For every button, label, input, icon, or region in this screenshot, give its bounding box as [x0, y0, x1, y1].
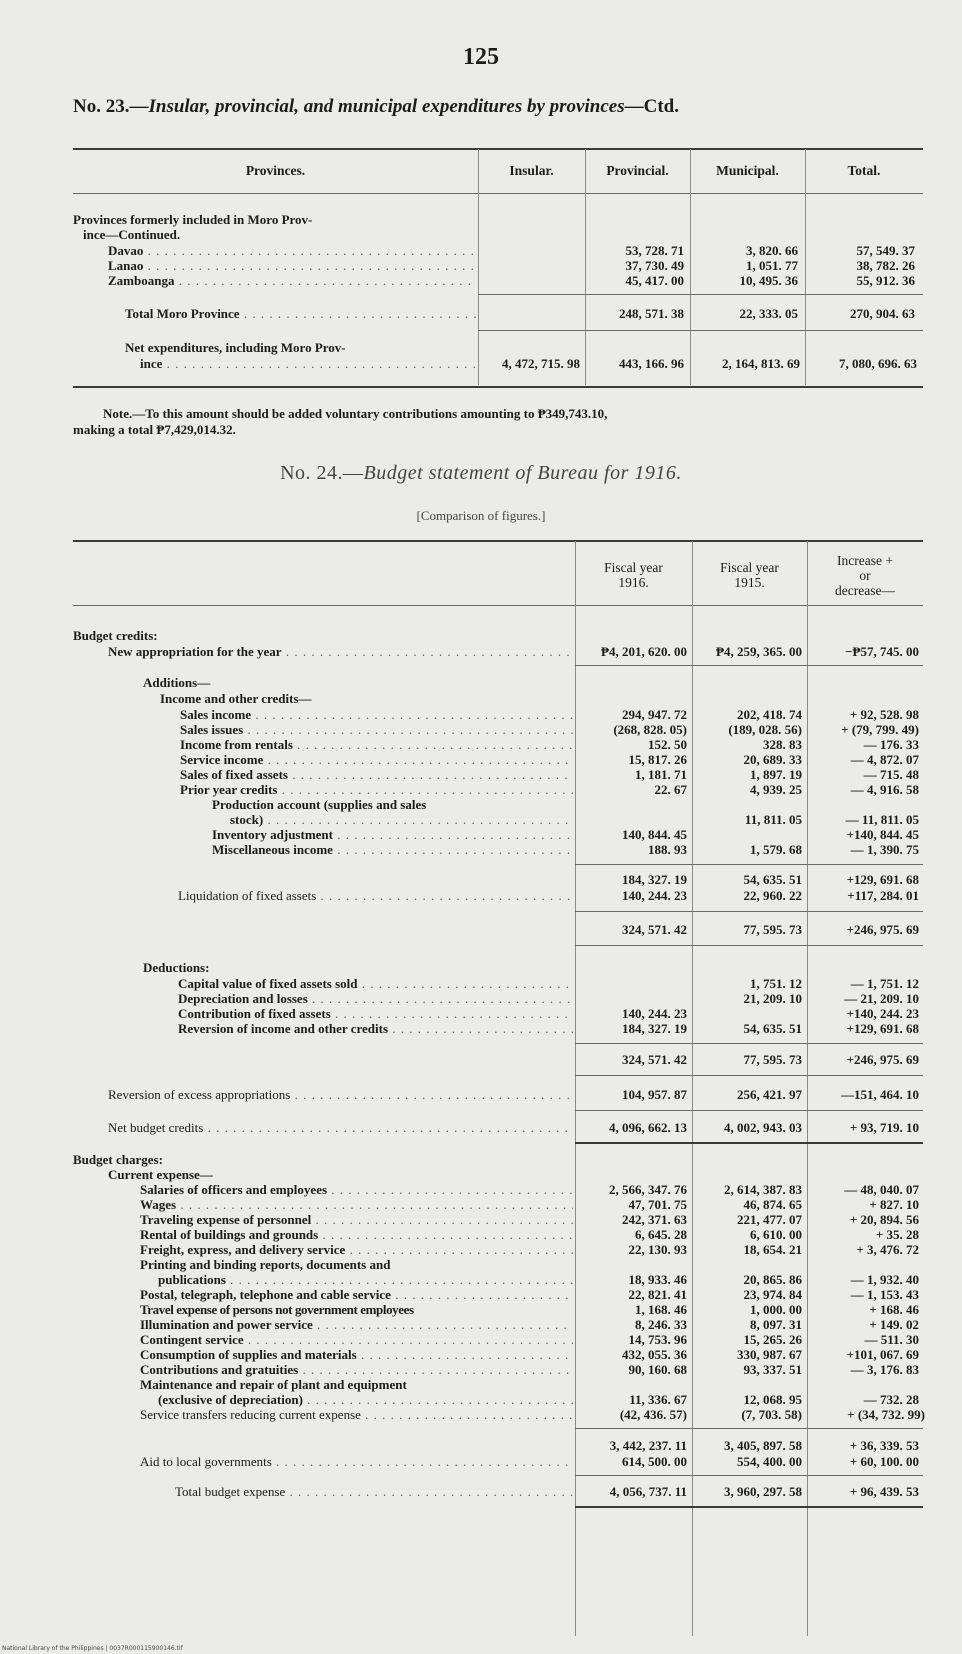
t24-fy1916: ₱4, 201, 620. 00 [601, 644, 687, 659]
t24-subtotal-row [0, 872, 962, 888]
t23-insular: 4, 472, 715. 98 [502, 356, 580, 371]
t24-row [0, 842, 962, 858]
t24-row-label: Freight, express, and delivery service . . . [140, 1242, 573, 1258]
t24-additions-heading: Additions— [143, 675, 211, 690]
t24-fy1916: 1, 181. 71 [635, 767, 687, 782]
t24-fy1915: 18, 654. 21 [743, 1242, 802, 1257]
t24-row [0, 1392, 962, 1408]
t24-fy1915: 2, 614, 387. 83 [724, 1182, 802, 1197]
t24-fy1916: 8, 246. 33 [635, 1317, 687, 1332]
t24-fy1915: 202, 418. 74 [737, 707, 802, 722]
t24-sum-rule [575, 1428, 923, 1429]
t24-fy1915: (7, 703. 58) [741, 1407, 802, 1422]
t24-row [0, 1006, 962, 1022]
t24-row-label: publications . . . [158, 1272, 573, 1288]
t24-change: — 4, 872. 07 [850, 752, 919, 767]
t23-municipal: 2, 164, 813. 69 [722, 356, 800, 371]
t24-change: +117, 284. 01 [847, 888, 919, 903]
t24-header-fy1915 [692, 560, 807, 590]
table23-title [73, 96, 913, 118]
t24-row-label: Miscellaneous income . . . [212, 842, 573, 858]
t24-change: + 96, 439. 53 [849, 1484, 919, 1499]
t24-row [0, 1302, 962, 1318]
t24-change: + 20, 894. 56 [849, 1212, 919, 1227]
t24-row-label: New appropriation for the year . . . [108, 644, 573, 660]
t24-fy1915: 3, 960, 297. 58 [724, 1484, 802, 1499]
t24-fy1916: 432, 055. 36 [622, 1347, 687, 1362]
t24-change: +129, 691. 68 [846, 872, 919, 887]
t24-fy1915: 23, 974. 84 [743, 1287, 802, 1302]
t24-fy1916: (42, 436. 57) [619, 1407, 687, 1422]
t24-fy1916: 242, 371. 63 [622, 1212, 687, 1227]
t24-fy1915: 1, 000. 00 [750, 1302, 802, 1317]
table24-title-prefix: No. 24.— [280, 462, 364, 484]
t24-fy1915: 4, 939. 25 [750, 782, 802, 797]
t24-change: +246, 975. 69 [846, 1052, 919, 1067]
t23-section-heading-cont: ince—Continued. [83, 227, 181, 242]
t24-fy1916: 188. 93 [648, 842, 687, 857]
t24-fy1915: 20, 689. 33 [743, 752, 802, 767]
t24-row [0, 767, 962, 783]
t23-municipal: 22, 333. 05 [739, 306, 798, 321]
t24-fy1916: 4, 096, 662. 13 [609, 1120, 687, 1135]
t24-change: + 93, 719. 10 [849, 1120, 919, 1135]
t23-municipal: 1, 051. 77 [746, 258, 798, 273]
t24-row-label: Illumination and power service . . . [140, 1317, 573, 1333]
t24-change: — 176. 33 [863, 737, 919, 752]
t24-fy1916: 22, 130. 93 [628, 1242, 687, 1257]
t24-row-label: Net budget credits . . . [108, 1120, 573, 1136]
t24-row [0, 752, 962, 768]
t24-row [0, 991, 962, 1007]
t24-fy1915: (189, 028. 56) [728, 722, 802, 737]
t24-row-label: (exclusive of depreciation) . . . [158, 1392, 573, 1408]
table23-title-suffix: —Ctd. [624, 96, 679, 117]
t24-fy1916: 140, 244. 23 [622, 1006, 687, 1021]
t24-fy1915: 8, 097. 31 [750, 1317, 802, 1332]
t24-row-label: Postal, telegraph, telephone and cable service . . . [140, 1287, 573, 1303]
t24-fy1916: 15, 817. 26 [628, 752, 687, 767]
t24-row-label: Wages . . . [140, 1197, 573, 1213]
t24-row [0, 1287, 962, 1303]
t24-fy1916: 11, 336. 67 [629, 1392, 687, 1407]
t23-total: 7, 080, 696. 63 [839, 356, 917, 371]
t24-row [0, 1197, 962, 1213]
table24-subtitle: [Comparison of figures.] [416, 508, 546, 523]
t24-fy1915: 3, 405, 897. 58 [724, 1438, 802, 1453]
t24-change: + 168. 46 [869, 1302, 919, 1317]
t24-change: −₱57, 745. 00 [845, 644, 919, 659]
t24-change: + 36, 339. 53 [849, 1438, 919, 1453]
t24-row-label: Traveling expense of personnel . . . [140, 1212, 573, 1228]
t24-fy1916: 2, 566, 347. 76 [609, 1182, 687, 1197]
t23-header-municipal: Municipal. [716, 163, 779, 178]
t24-change: — 4, 916. 58 [850, 782, 919, 797]
t24-fy1916: 140, 244. 23 [622, 888, 687, 903]
t24-change: — 1, 751. 12 [850, 976, 919, 991]
table24-title [0, 462, 962, 485]
t24-fy1916: 324, 571. 42 [622, 922, 687, 937]
t24-change: + 35. 28 [875, 1227, 919, 1242]
t24-subtotal-row [0, 1052, 962, 1068]
t23-header-provincial: Provincial. [606, 163, 669, 178]
t24-sum-rule [575, 945, 923, 946]
t24-fy1916: 294, 947. 72 [622, 707, 687, 722]
t24-fy1915: 1, 897. 19 [750, 767, 802, 782]
t24-fy1915: 1, 579. 68 [750, 842, 802, 857]
t24-fy1915: 221, 477. 07 [737, 1212, 802, 1227]
t24-change: +101, 067. 69 [846, 1347, 919, 1362]
t23-provincial: 248, 571. 38 [619, 306, 684, 321]
t24-fy1916: 184, 327. 19 [622, 872, 687, 887]
t24-row-label: Salaries of officers and employees . . . [140, 1182, 573, 1198]
t24-row-label: Sales issues . . . [180, 722, 573, 738]
t24-change: — 11, 811. 05 [845, 812, 919, 827]
t24-change: — 1, 390. 75 [850, 842, 919, 857]
t24-change: — 511. 30 [864, 1332, 919, 1347]
t23-header-rule [73, 193, 923, 194]
t24-fy1915: 4, 002, 943. 03 [724, 1120, 802, 1135]
t24-row-label: Prior year credits . . . [180, 782, 573, 798]
t23-note-line2: making a total ₱7,429,014.32. [73, 422, 236, 437]
t24-fy1916: 184, 327. 19 [622, 1021, 687, 1036]
t24-fy1915: 6, 610. 00 [750, 1227, 802, 1242]
t24-change: +246, 975. 69 [846, 922, 919, 937]
t24-header-fy1916 [575, 560, 692, 590]
t24-fy1915: 21, 209. 10 [743, 991, 802, 1006]
t23-header-provinces: Provinces. [245, 163, 306, 178]
t24-change: —151, 464. 10 [841, 1087, 919, 1102]
t23-header-insular: Insular. [509, 163, 554, 178]
t24-row-label: Service transfers reducing current expense . . . [140, 1407, 573, 1423]
t24-row [0, 888, 962, 904]
t24-row [0, 1182, 962, 1198]
t24-fy1916: 140, 844. 45 [622, 827, 687, 842]
t23-total: 270, 904. 63 [850, 306, 915, 321]
t24-row [0, 644, 962, 660]
t24-change: — 48, 040. 07 [844, 1182, 919, 1197]
t24-maintenance-heading: Maintenance and repair of plant and equipment [140, 1377, 407, 1392]
t23-row [0, 273, 962, 289]
t23-net-label: ince . . . [140, 356, 476, 372]
t24-row [0, 976, 962, 992]
t24-top-rule [73, 540, 923, 542]
t24-row-label: Rental of buildings and grounds . . . [140, 1227, 573, 1243]
t24-row-label: Capital value of fixed assets sold . . . [178, 976, 573, 992]
t24-row-label: Travel expense of persons not government employees [140, 1302, 414, 1317]
t23-header-total: Total. [847, 163, 881, 178]
t24-row [0, 737, 962, 753]
t24-change: — 21, 209. 10 [844, 991, 919, 1006]
t24-row [0, 1347, 962, 1363]
t24-row [0, 1087, 962, 1103]
t24-header-change-line3: decrease— [835, 583, 895, 598]
t23-municipal: 10, 495. 36 [739, 273, 798, 288]
t24-change: — 1, 153. 43 [850, 1287, 919, 1302]
t23-row-label: Davao . . . [108, 243, 476, 259]
t24-fy1915: 256, 421. 97 [737, 1087, 802, 1102]
t24-fy1916: 152. 50 [648, 737, 687, 752]
t24-row-label: Service income . . . [180, 752, 573, 768]
t24-fy1915: 54, 635. 51 [743, 1021, 802, 1036]
t24-total-row [0, 1484, 962, 1500]
t24-header-fy1915-line2: 1915. [734, 575, 765, 590]
t24-row-label: Consumption of supplies and materials . . . [140, 1347, 573, 1363]
t24-change: +129, 691. 68 [846, 1021, 919, 1036]
t24-budget-charges-heading: Budget charges: [73, 1152, 163, 1167]
t24-row-label: Total budget expense . . . [175, 1484, 573, 1500]
t24-row [0, 1362, 962, 1378]
t24-header-change-line2: or [859, 568, 871, 583]
t24-row-label: Liquidation of fixed assets . . . [178, 888, 573, 904]
t24-sum-rule [575, 1075, 923, 1076]
t23-row-label: Lanao . . . [108, 258, 476, 274]
t24-change: — 732. 28 [863, 1392, 919, 1407]
t24-row [0, 1212, 962, 1228]
table23-title-prefix: No. 23.— [73, 96, 149, 117]
t23-total: 38, 782. 26 [856, 258, 915, 273]
t24-row [0, 1332, 962, 1348]
t24-fy1915: 77, 595. 73 [743, 1052, 802, 1067]
t24-production-heading: Production account (supplies and sales [212, 797, 427, 812]
page-number: 125 [463, 44, 499, 70]
t24-change: + 60, 100. 00 [849, 1454, 919, 1469]
t24-fy1915: 22, 960. 22 [743, 888, 802, 903]
t24-row [0, 1242, 962, 1258]
t24-row-label: Sales income . . . [180, 707, 573, 723]
t24-change: — 1, 932. 40 [850, 1272, 919, 1287]
t24-income-heading: Income and other credits— [160, 691, 312, 706]
t24-fy1916: 324, 571. 42 [622, 1052, 687, 1067]
t24-fy1915: 12, 068. 95 [743, 1392, 802, 1407]
t24-row [0, 1454, 962, 1470]
t23-total-label: Total Moro Province . . . [125, 306, 476, 322]
t23-row [0, 258, 962, 274]
t24-row [0, 1272, 962, 1288]
t23-total-row [0, 306, 962, 322]
t24-fy1915: 93, 337. 51 [743, 1362, 802, 1377]
table24-title-italic: Budget statement of Bureau for 1916. [363, 462, 682, 484]
t24-row-label: Reversion of income and other credits . . . [178, 1021, 573, 1037]
t24-change: + 149. 02 [869, 1317, 919, 1332]
t24-sum-rule [575, 864, 923, 865]
t23-provincial: 443, 166. 96 [619, 356, 684, 371]
t24-change: +140, 244. 23 [846, 1006, 919, 1021]
t24-header-rule [73, 605, 923, 606]
table23-title-italic: Insular, provincial, and municipal expenditures by provinces [148, 96, 625, 117]
t24-change: + (79, 799. 49) [841, 722, 919, 737]
t24-row [0, 812, 962, 828]
t24-row [0, 1021, 962, 1037]
t23-total: 55, 912. 36 [856, 273, 915, 288]
t24-row [0, 1407, 962, 1423]
t24-fy1915: 328. 83 [763, 737, 802, 752]
t24-fy1916: 3, 442, 237. 11 [609, 1438, 687, 1453]
t24-row [0, 1317, 962, 1333]
t24-fy1916: (268, 828. 05) [613, 722, 687, 737]
t24-fy1915: 1, 751. 12 [750, 976, 802, 991]
t23-note [73, 406, 923, 438]
t24-fy1915: ₱4, 259, 365. 00 [716, 644, 802, 659]
t24-budget-credits-heading: Budget credits: [73, 628, 158, 643]
t24-fy1915: 20, 865. 86 [743, 1272, 802, 1287]
scan-footer: National Library of the Philippines | 0037R000115900146.tif [2, 1645, 183, 1652]
t24-fy1916: 90, 160. 68 [628, 1362, 687, 1377]
t24-change: + 3, 476. 72 [856, 1242, 919, 1257]
t24-change: + 92, 528. 98 [849, 707, 919, 722]
t24-change: + (34, 732. 99) [847, 1407, 925, 1422]
t24-printing-heading: Printing and binding reports, documents and [140, 1257, 391, 1272]
t24-fy1916: 47, 701. 75 [628, 1197, 687, 1212]
t24-row [0, 827, 962, 843]
t23-top-rule [73, 148, 923, 150]
t23-provincial: 37, 730. 49 [625, 258, 684, 273]
t24-row-label: Contribution of fixed assets . . . [178, 1006, 573, 1022]
t24-current-expense-heading: Current expense— [108, 1167, 213, 1182]
t24-sum-rule [575, 1142, 923, 1144]
t24-row-label: Contributions and gratuities . . . [140, 1362, 573, 1378]
t23-provincial: 53, 728. 71 [625, 243, 684, 258]
t24-fy1916: 6, 645. 28 [635, 1227, 687, 1242]
t24-fy1916: 1, 168. 46 [635, 1302, 687, 1317]
t23-net-row [0, 356, 962, 372]
t24-deductions-heading: Deductions: [143, 960, 210, 975]
t24-fy1916: 104, 957. 87 [622, 1087, 687, 1102]
t24-row [0, 1227, 962, 1243]
t24-fy1915: 330, 987. 67 [737, 1347, 802, 1362]
t24-fy1916: 22. 67 [654, 782, 687, 797]
t23-note-line1: Note.—To this amount should be added voluntary contributions amounting to ₱349,743.10, [103, 406, 608, 421]
t24-change: + 827. 10 [869, 1197, 919, 1212]
t24-row-label: Income from rentals . . . [180, 737, 573, 753]
t24-fy1915: 54, 635. 51 [743, 872, 802, 887]
t23-bottom-rule [73, 386, 923, 388]
t24-fy1915: 15, 265. 26 [743, 1332, 802, 1347]
t24-sum-rule [575, 911, 923, 912]
t24-change: — 3, 176. 83 [850, 1362, 919, 1377]
t23-row [0, 243, 962, 259]
t24-row [0, 1120, 962, 1136]
t24-fy1915: 554, 400. 00 [737, 1454, 802, 1469]
t24-row-label: Contingent service . . . [140, 1332, 573, 1348]
t23-section-heading: Provinces formerly included in Moro Prov- [73, 212, 313, 227]
t24-subtotal-row [0, 922, 962, 938]
t24-row-label: Inventory adjustment . . . [212, 827, 573, 843]
t24-change: +140, 844. 45 [846, 827, 919, 842]
t24-fy1916: 4, 056, 737. 11 [609, 1484, 687, 1499]
t24-sum-rule [575, 1110, 923, 1111]
t24-row-label: Depreciation and losses . . . [178, 991, 573, 1007]
t24-row-label: Reversion of excess appropriations . . . [108, 1087, 573, 1103]
t24-row-label: Aid to local governments . . . [140, 1454, 573, 1470]
t24-row [0, 782, 962, 798]
t24-row-label: stock) . . . [230, 812, 573, 828]
t24-row [0, 722, 962, 738]
t24-fy1916: 14, 753. 96 [628, 1332, 687, 1347]
t24-row [0, 707, 962, 723]
t24-fy1916: 18, 933. 46 [628, 1272, 687, 1287]
t24-fy1916: 614, 500. 00 [622, 1454, 687, 1469]
t24-subtotal-row [0, 1438, 962, 1454]
t23-net-heading: Net expenditures, including Moro Prov- [125, 340, 346, 355]
t24-sum-rule [575, 1043, 923, 1044]
t24-header-change [807, 553, 923, 598]
t23-municipal: 3, 820. 66 [746, 243, 798, 258]
t24-header-fy1916-line2: 1916. [618, 575, 649, 590]
t24-sum-rule [575, 665, 923, 666]
t24-bottom-rule [575, 1506, 923, 1508]
t23-total: 57, 549. 37 [856, 243, 915, 258]
t24-fy1915: 46, 874. 65 [743, 1197, 802, 1212]
t24-fy1916: 22, 821. 41 [628, 1287, 687, 1302]
t23-sum-rule [478, 330, 923, 331]
t24-header-fy1916-line1: Fiscal year [604, 560, 663, 575]
t24-fy1915: 11, 811. 05 [744, 812, 802, 827]
t24-fy1915: 77, 595. 73 [743, 922, 802, 937]
t23-provincial: 45, 417. 00 [625, 273, 684, 288]
t23-sum-rule [478, 294, 923, 295]
t24-header-fy1915-line1: Fiscal year [720, 560, 779, 575]
t24-header-change-line1: Increase + [837, 553, 893, 568]
t24-change: — 715. 48 [863, 767, 919, 782]
t24-row-label: Sales of fixed assets . . . [180, 767, 573, 783]
t24-sum-rule [575, 1475, 923, 1476]
t23-row-label: Zamboanga . . . [108, 273, 476, 289]
